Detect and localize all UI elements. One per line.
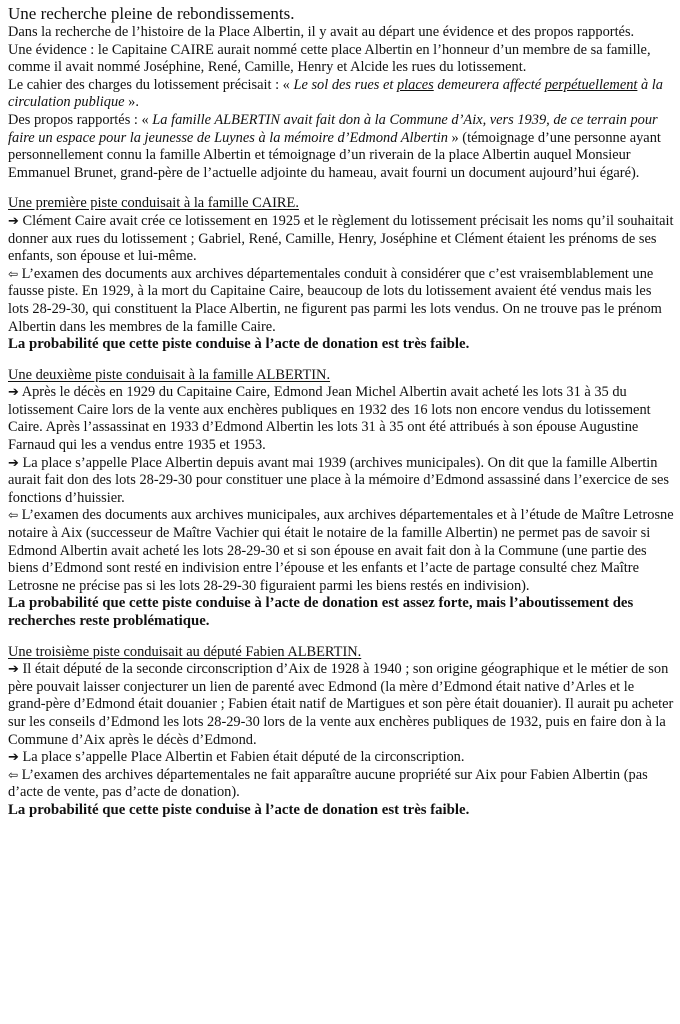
paragraph-text: La place s’appelle Place Albertin et Fabien était député de la circonscription. [18,749,465,766]
paragraph-text: L’examen des documents aux archives municipales, aux archives départementales et à l’étude de Maître Letrosne notaire à Aix (successeur de Maître Vachier qui était le notaire de la famille Albertin) ne permet pas de savoir si Edmond Albertin avait acheté les lots 28-29-30 et si son épouse en avait fait don à la Commune (une partie des biens d’Edmond sont resté en indivision entre l’épouse et les enfants et l’acte de partage consulté chez Maître Letrosne ne précise pas si les lots 28-29-30 figuraient parmi les biens restés en indivision). [8,507,674,594]
section-paragraph [8,455,674,508]
section-paragraph [8,767,674,802]
section-heading: Une première piste conduisait à la famille CAIRE. [8,195,299,212]
arrow-left-outline-icon: ⇦ [8,266,19,281]
arrow-left-outline-icon: ⇦ [8,508,19,523]
intro-p3-quote-5: à la circulation publique [8,76,663,111]
section-paragraph [8,266,674,336]
arrow-left-outline-icon: ⇦ [8,767,19,782]
paragraph-text: L’examen des documents aux archives départementales conduit à considérer que c’est vraisemblablement une fausse piste. En 1929, à la mort du Capitaine Caire, beaucoup de lots du lotissement avaient été vendus mais les lots 28-29-30, qui constituent la Place Albertin, ne figurent pas parmi les lots vendus. On ne trouve pas le prénom Albertin dans les membres de la famille Caire. [8,265,662,335]
arrow-right-icon: ➔ [8,385,19,401]
paragraph-text: L’examen des archives départementales ne fait apparaître aucune propriété sur Aix pour Fabien Albertin (pas d’acte de vente, pas d’acte de donation). [8,766,648,801]
paragraph-text: Il était député de la seconde circonscription d’Aix de 1928 à 1940 ; son origine géographique et le métier de son père pouvait laisser conjecturer un lien de parenté avec Edmond (la mère d’Edmond était native d’Arles et le grand-père d’Edmond était douanier ; Fabien était natif de Martigues et son père était douanier). Il aurait pu acheter sur les conseils d’Edmond les lots 28-29-30 lors de la vente aux enchères publiques de 1932, puis en faire don à la Commune d’Aix après le décès d’Edmond. [8,661,674,748]
intro-p3-tail: ». [124,94,139,111]
section-heading: Une troisième piste conduisait au député Fabien ALBERTIN. [8,643,362,660]
section-paragraph [8,749,674,767]
intro-paragraph-3 [8,77,674,112]
intro-p4-lead: Des propos rapportés : « [8,111,153,128]
arrow-right-icon: ➔ [8,455,19,471]
section-conclusion: La probabilité que cette piste conduise à l’acte de donation est très faible. [8,336,470,353]
intro-paragraph-4 [8,112,674,182]
intro-p3-quote-1: Le sol des rues et [293,76,397,93]
intro-paragraph-1: Dans la recherche de l’histoire de la Place Albertin, il y avait au départ une évidence et des propos rapportés. [8,24,635,40]
arrow-right-icon: ➔ [8,750,19,766]
section-conclusion: La probabilité que cette piste conduise à l’acte de donation est assez forte, mais l’aboutissement des recherches reste problématique. [8,595,634,629]
section-paragraph [8,213,674,266]
section-heading: Une deuxième piste conduisait à la famille ALBERTIN. [8,366,331,383]
paragraph-text: Après le décès en 1929 du Capitaine Caire, Edmond Jean Michel Albertin avait acheté les lots 31 à 35 du lotissement Caire lors de la vente aux enchères publiques en 1932 des 16 lots non encore vendus du lotissement Caire. Après l’assassinat en 1933 d’Edmond Albertin les lots 31 à 35 ont été attribués à son épouse Augustine Farnaud qui les a vendus entre 1935 et 1953. [8,384,651,454]
arrow-right-icon: ➔ [8,662,19,678]
paragraph-text: Clément Caire avait crée ce lotissement en 1925 et le règlement du lotissement précisait les noms qu’il souhaitait donner aux rues du lotissement ; Gabriel, René, Camille, Henry, Joséphine et Clément étaient les prénoms de ses enfants, son épouse et lui-même. [8,212,674,265]
section-conclusion: La probabilité que cette piste conduise à l’acte de donation est très faible. [8,801,470,818]
intro-p4-quote: La famille ALBERTIN avait fait don à la Commune d’Aix, vers 1939, de ce terrain pour faire un espace pour la jeunesse de Luynes à la mémoire d’Edmond Albertin [8,111,658,146]
section-paragraph [8,384,674,454]
section-paragraph [8,661,674,749]
paragraph-text: La place s’appelle Place Albertin depuis avant mai 1939 (archives municipales). On dit que la famille Albertin aurait fait don des lots 28-29-30 pour constituer une place à la mémoire d’Edmond assassiné dans l’exercice de ses fonctions d’huissier. [8,454,669,506]
intro-p4-tail: » (témoignage d’une personne ayant personnellement connu la famille Albertin et témoignage d’un riverain de la place Albertin auquel Monsieur Emmanuel Brunet, grand-père de l’actuelle adjointe du hameau, avait fourni un document aujourd’hui égaré). [8,129,661,181]
intro-p3-quote-3: demeurera affecté [433,76,545,93]
intro-p3-quote-2: places [396,76,434,93]
arrow-right-icon: ➔ [8,213,19,229]
intro-paragraph-2: Une évidence : le Capitaine CAIRE aurait nommé cette place Albertin en l’honneur d’un membre de sa famille, comme il avait nommé Joséphine, René, Camille, Henry et Alcide les rues du lotissement. [8,41,651,76]
intro-p3-quote-4: perpétuellement [544,76,638,93]
document-title: Une recherche pleine de rebondissements. [8,4,295,23]
intro-p3-lead: Le cahier des charges du lotissement précisait : « [8,76,294,93]
section-paragraph [8,507,674,595]
